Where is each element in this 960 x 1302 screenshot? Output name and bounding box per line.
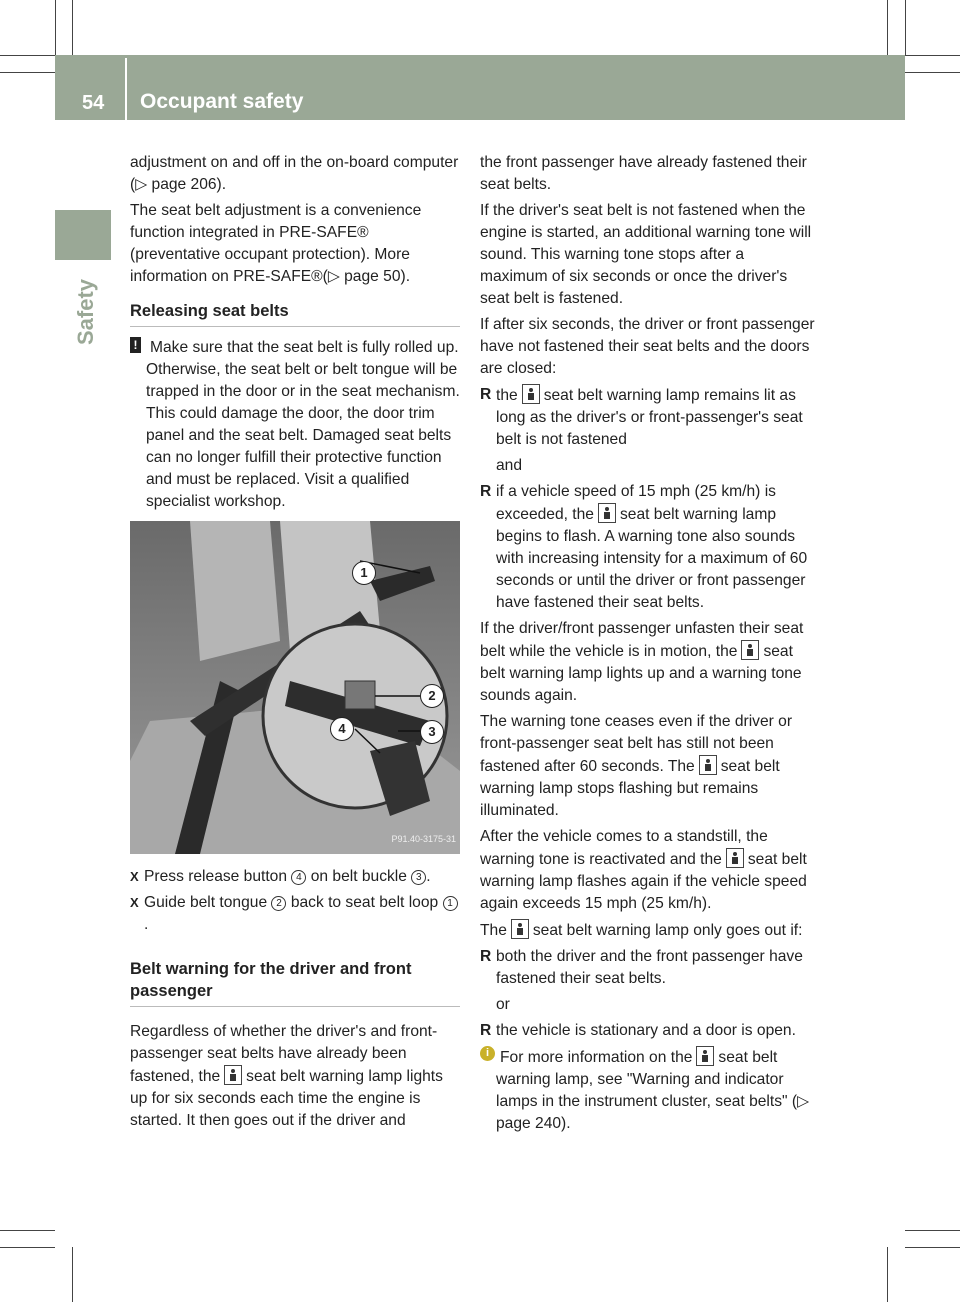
text-span: After the vehicle comes to a standstill, the warning tone is reactivated and the	[480, 828, 768, 868]
text-span: the vehicle is stationary and a door is open.	[496, 1022, 796, 1039]
side-tab	[55, 210, 111, 260]
text-span: For more information on the	[500, 1049, 693, 1066]
crop-mark	[0, 1230, 55, 1231]
crop-mark	[55, 0, 56, 55]
crop-mark	[887, 1247, 888, 1302]
text-span: the	[496, 387, 518, 404]
crop-mark	[0, 1247, 55, 1248]
crop-mark	[0, 55, 55, 56]
bullet-marker: R	[480, 483, 492, 500]
crop-mark	[72, 0, 73, 55]
text-span: seat belt warning lamp only goes out if:	[532, 922, 803, 939]
ref-3: 3	[411, 870, 426, 885]
bullet-item	[480, 946, 815, 990]
bullet-item	[480, 1020, 815, 1042]
section-title: Occupant safety	[140, 90, 304, 113]
paragraph: the front passenger have already fastened their seat belts.	[480, 154, 807, 193]
callout-2: 2	[420, 684, 444, 708]
crop-mark	[905, 1230, 960, 1231]
seat-belt-icon	[696, 1046, 714, 1066]
paragraph	[480, 618, 815, 707]
bullet-item	[480, 384, 815, 451]
step-text: Press release button	[144, 868, 288, 885]
seat-belt-illustration	[130, 521, 460, 854]
paragraph	[480, 919, 815, 942]
step-marker: X	[130, 895, 139, 910]
seat-belt-icon	[598, 503, 616, 523]
callout-4: 4	[330, 717, 354, 741]
paragraph: adjustment on and off in the on-board computer (▷ page 206).	[130, 154, 459, 193]
side-tab-label: Safety	[73, 278, 98, 345]
bullet-marker: R	[480, 386, 492, 403]
heading-releasing-seat-belts: Releasing seat belts	[130, 302, 289, 320]
warning-note	[130, 337, 460, 513]
crop-mark	[905, 72, 960, 73]
crop-mark	[905, 1247, 960, 1248]
step-text: Guide belt tongue	[144, 894, 268, 911]
warning-icon: !	[130, 337, 141, 353]
callout-3: 3	[420, 720, 444, 744]
connector-and: and	[496, 457, 523, 474]
crop-mark	[72, 1247, 73, 1302]
seat-belt-icon	[726, 848, 744, 868]
paragraph	[480, 826, 815, 915]
text-span: Regardless of whether the driver's and front-passenger seat belts have already been fastened, the	[130, 1023, 438, 1085]
crop-mark	[0, 72, 55, 73]
bullet-item	[480, 481, 815, 614]
seat-belt-figure	[130, 521, 460, 854]
text-span: both the driver and the front passenger have fastened their seat belts.	[496, 948, 803, 987]
paragraph: The seat belt adjustment is a convenience function integrated in PRE-SAFE® (preventative occupant protection). More information on PRE-SAFE®(▷ page 50).	[130, 202, 422, 285]
heading-rule	[130, 326, 460, 327]
info-icon: i	[480, 1046, 495, 1061]
info-note	[480, 1046, 815, 1135]
paragraph	[480, 711, 815, 822]
crop-mark	[887, 0, 888, 55]
text-span: seat belt warning lamp lights up for six seconds each time the engine is started. It then goes out if the driver and	[130, 1068, 443, 1129]
heading-rule	[130, 1006, 460, 1007]
left-column	[130, 152, 460, 1136]
ref-2: 2	[271, 896, 286, 911]
text-span: seat belt warning lamp flashes again if the vehicle speed again exceeds 15 mph (25 km/h).	[480, 851, 807, 912]
text-span: seat belt warning lamp, see "Warning and indicator lamps in the instrument cluster, seat belts" (▷ page 240).	[496, 1049, 810, 1132]
heading-belt-warning: Belt warning for the driver and front passenger	[130, 960, 412, 1000]
step-text: on belt buckle	[310, 868, 407, 885]
seat-belt-icon	[741, 640, 759, 660]
figure-code: P91.40-3175-31	[391, 834, 456, 844]
text-span: if a vehicle speed of 15 mph (25 km/h) is exceeded, the	[496, 483, 776, 523]
crop-mark	[905, 55, 960, 56]
crop-mark	[905, 0, 906, 55]
instruction-step: X Press release button 4 on belt buckle 3 .	[130, 866, 460, 888]
paragraph	[130, 1021, 460, 1132]
right-column	[480, 152, 815, 1139]
text-span: seat belt warning lamp lights up and a warning tone sounds again.	[480, 643, 802, 704]
instruction-step: X Guide belt tongue 2 back to seat belt loop 1.	[130, 892, 460, 936]
step-marker: X	[130, 869, 139, 884]
text-span: seat belt warning lamp begins to flash. A warning tone also sounds with increasing intensity for a maximum of 60 seconds or until the driver or front passenger have fastened their seat belts.	[496, 506, 808, 611]
callout-1: 1	[352, 561, 376, 585]
seat-belt-icon	[511, 919, 529, 939]
ref-1: 1	[443, 896, 458, 911]
text-span: If the driver/front passenger unfasten their seat belt while the vehicle is in motion, the	[480, 620, 804, 660]
ref-4: 4	[291, 870, 306, 885]
step-text: back to seat belt loop	[290, 894, 439, 911]
text-span: seat belt warning lamp remains lit as long as the driver's or front-passenger's seat belt is not fastened	[496, 387, 803, 448]
paragraph: If after six seconds, the driver or front passenger have not fastened their seat belts and the doors are closed:	[480, 316, 815, 377]
text-span: seat belt warning lamp stops flashing but remains illuminated.	[480, 758, 780, 819]
text-span: The warning tone ceases even if the driver or front-passenger seat belt has still not been fastened after 60 seconds. The	[480, 713, 793, 775]
bullet-marker: R	[480, 948, 492, 965]
connector-or: or	[496, 996, 510, 1013]
header-divider	[125, 58, 127, 120]
text-span: The	[480, 922, 507, 939]
paragraph: If the driver's seat belt is not fastened when the engine is started, an additional warning tone will sound. This warning tone stops after a maximum of six seconds or once the driver's seat belt is fastened.	[480, 202, 812, 307]
warning-text: Make sure that the seat belt is fully rolled up. Otherwise, the seat belt or belt tongue will be trapped in the door or in the seat mechanism. This could damage the door, the door trim panel and the seat belt. Damaged seat belts can no longer fulfill their protective function and must be replaced. Visit a qualified specialist workshop.	[146, 339, 460, 510]
seat-belt-icon	[522, 384, 540, 404]
seat-belt-icon	[224, 1065, 242, 1085]
side-tab-label-box	[55, 265, 111, 355]
bullet-marker: R	[480, 1022, 492, 1039]
page-number: 54	[82, 92, 105, 114]
seat-belt-icon	[699, 755, 717, 775]
